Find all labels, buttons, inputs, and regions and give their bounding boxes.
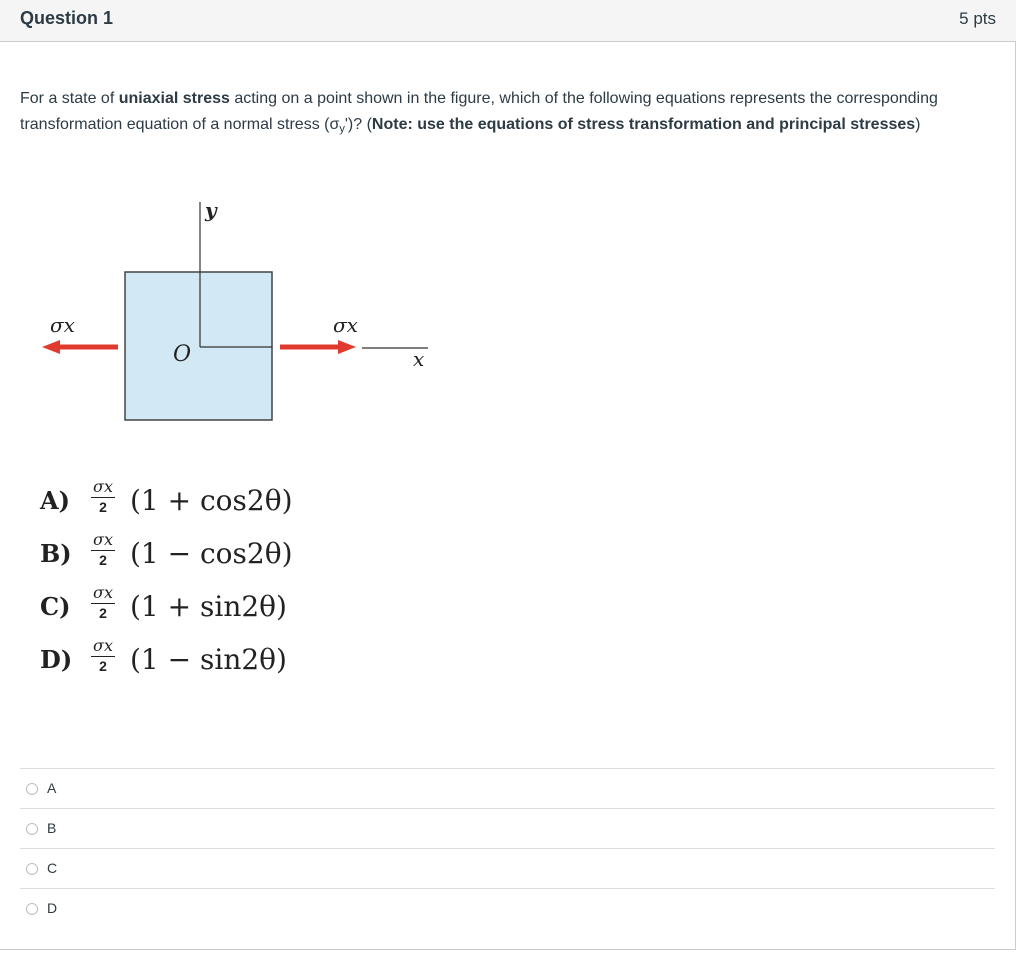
stress-element-block [125,272,272,420]
fraction-bar [91,550,115,551]
equation-fraction [88,584,118,621]
answer-label[interactable]: C [47,860,58,876]
equation-letter: C) [40,592,71,621]
question-text-bold: uniaxial stress [118,90,230,107]
equation-fraction [88,478,118,515]
answer-label[interactable]: D [47,900,58,916]
question-title: Question 1 [20,8,114,28]
question-note: Note: use the equations of stress transformation and principal stresses [371,116,916,133]
question-text [20,86,995,142]
equation-body: (1 − sin2θ) [130,643,287,676]
y-label: y [205,198,217,222]
answer-label[interactable]: B [47,820,57,836]
question-text-part: ')? ( [344,116,372,133]
fraction-bar [91,497,115,498]
left-arrowhead [42,340,60,354]
sigma-x-left-label: σx [50,313,75,337]
equation-letter: A) [40,486,70,515]
right-arrowhead [338,340,356,354]
equation-letter: D) [40,645,73,674]
fraction-numerator: σx [93,583,113,602]
origin-label: O [173,342,192,367]
fraction-denominator: 2 [99,499,107,515]
equation-body: (1 + cos2θ) [130,484,293,517]
answer-label[interactable]: A [47,780,57,796]
sigma-x-right-label: σx [333,313,358,337]
question-header [0,0,1016,42]
fraction-bar [91,603,115,604]
fraction-numerator: σx [93,636,113,655]
equation-letter: B) [40,539,72,568]
answer-option-d[interactable] [20,888,995,928]
radio-button-c[interactable] [26,863,38,875]
x-label: x [413,347,425,371]
fraction-denominator: 2 [99,658,107,674]
equation-fraction [88,531,118,568]
stress-figure [0,190,460,430]
fraction-denominator: 2 [99,605,107,621]
answer-list [20,768,995,928]
subscript-y: y [339,123,345,135]
fraction-bar [91,656,115,657]
question-text-part: acting on a point shown in the figure, which of the following equations represents the corresponding transformation equation of a normal stress (σ [20,90,938,133]
equation-body: (1 + sin2θ) [130,590,287,623]
answer-option-a[interactable] [20,768,995,808]
answer-option-c[interactable] [20,848,995,888]
question-points: 5 pts [959,9,996,28]
radio-button-a[interactable] [26,783,38,795]
answer-option-b[interactable] [20,808,995,848]
fraction-numerator: σx [93,530,113,549]
fraction-denominator: 2 [99,552,107,568]
equation-fraction [88,637,118,674]
radio-button-b[interactable] [26,823,38,835]
fraction-numerator: σx [93,477,113,496]
question-text-part: For a state of [20,90,119,107]
equation-body: (1 − cos2θ) [130,537,293,570]
question-text-part: ) [915,116,921,133]
radio-button-d[interactable] [26,903,38,915]
